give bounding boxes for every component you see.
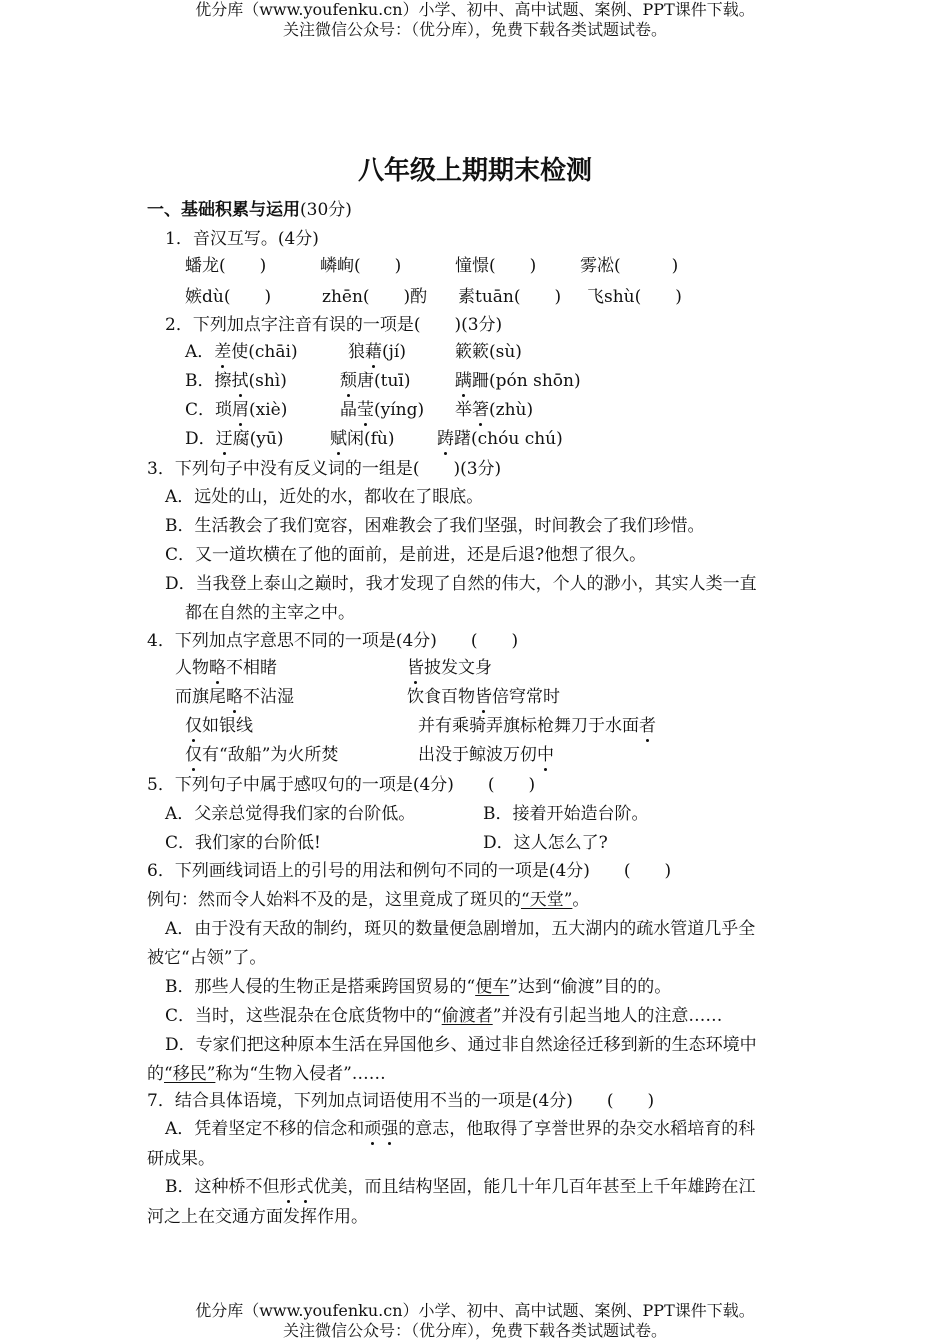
q7-option-a-cont: 研成果。: [147, 1149, 215, 1169]
q1-item: zhēn( )酌: [322, 287, 428, 307]
q4-item-b2: 饮食百物皆倍穹常时: [407, 687, 560, 707]
page-title: 八年级上期期末检测: [357, 156, 592, 186]
q6-option-c: C．当时，这些混杂在仓底货物中的“偷渡者”并没有引起当地人的注意……: [165, 1006, 723, 1026]
q2-option-d-word2: 赋闲(fù): [330, 429, 395, 449]
header-line-1: 优分库（www.youfenku.cn）小学、初中、高中试题、案例、PPT课件下载。: [195, 0, 755, 19]
footer-line-1: 优分库（www.youfenku.cn）小学、初中、高中试题、案例、PPT课件下载。: [195, 1301, 755, 1320]
q5-option-c: C．我们家的台阶低!: [165, 833, 321, 853]
q5-option-d: D．这人怎么了?: [483, 833, 608, 853]
q7-option-b: B．这种桥不但形式优美，而且结构坚固，能几十年几百年甚至上千年雄跨在江: [165, 1177, 756, 1197]
q1-item: 蟠龙( ): [185, 256, 267, 276]
header-line-2: 关注微信公众号：（优分库），免费下载各类试题试卷。: [282, 20, 667, 39]
q3-option-d-cont: 都在自然的主宰之中。: [185, 603, 355, 623]
q1-item: 飞shù( ): [587, 287, 682, 307]
q2-option-d: D．迂腐(yū): [185, 429, 284, 449]
q4-item-c2: 仅有“敌船”为火所焚: [185, 745, 339, 765]
q4-item-d1: 并有乘骑弄旗标枪舞刀于水面者: [418, 716, 656, 736]
q1-item: 素tuān( ): [458, 287, 562, 307]
q2-option-c: C．琐屑(xiè): [185, 400, 288, 420]
q4-item-c1: 仅如银线: [185, 716, 253, 736]
q2-option-b: B．擦拭(shì): [185, 371, 287, 391]
q5-option-b: B．接着开始造台阶。: [483, 804, 649, 824]
question-3-stem: 3．下列句子中没有反义词的一组是( )(3分): [147, 459, 502, 479]
footer-line-2: 关注微信公众号：（优分库），免费下载各类试题试卷。: [282, 1321, 667, 1340]
q6-option-d: D．专家们把这种原本生活在异国他乡、通过非自然途径迁移到新的生态环境中: [165, 1035, 757, 1055]
q4-item-d2: 出没于鲸波万仞中: [418, 745, 554, 765]
question-4-stem: 4．下列加点字意思不同的一项是(4分) ( ): [147, 631, 519, 651]
q2-option-d-word3: 踌躇(chóu chú): [437, 429, 563, 449]
question-6-stem: 6．下列画线词语上的引号的用法和例句不同的一项是(4分) ( ): [147, 861, 672, 881]
section-heading: 一、基础积累与运用(30分): [147, 200, 352, 220]
q1-item: 嫉dù( ): [185, 287, 272, 307]
q3-option-c: C．又一道坎横在了他的面前，是前进，还是后退?他想了很久。: [165, 545, 647, 565]
q4-item-a2: 而旗尾略不沾湿: [175, 687, 294, 707]
q4-item-b1: 皆披发文身: [407, 658, 492, 678]
question-5-stem: 5．下列句子中属于感叹句的一项是(4分) ( ): [147, 775, 536, 795]
q2-option-a-word2: 狼藉(jí): [348, 342, 406, 362]
q6-option-a-cont: 被它“占领”了。: [147, 948, 267, 968]
q2-option-c-word2: 晶莹(yíng): [340, 400, 425, 420]
q1-item: 憧憬( ): [455, 256, 537, 276]
q7-option-b-cont: 河之上在交通方面发挥作用。: [147, 1207, 368, 1227]
q6-option-a: A．由于没有天敌的制约，斑贝的数量便急剧增加，五大湖内的疏水管道几乎全: [165, 919, 756, 939]
q2-option-a: A．差使(chāi): [185, 342, 298, 362]
q2-option-b-word2: 颓唐(tuī): [340, 371, 411, 391]
q3-option-a: A．远处的山，近处的水，都收在了眼底。: [165, 487, 484, 507]
q2-option-c-word3: 举箸(zhù): [455, 400, 534, 420]
q3-option-d: D．当我登上泰山之巅时，我才发现了自然的伟大，个人的渺小，其实人类一直: [165, 574, 757, 594]
q4-item-a1: 人物略不相睹: [175, 658, 277, 678]
q1-item: 雾凇( ): [580, 256, 679, 276]
question-2-stem: 2．下列加点字注音有误的一项是( )(3分): [165, 315, 503, 335]
q6-example: 例句：然而令人始料不及的是，这里竟成了斑贝的“天堂”。: [147, 890, 590, 910]
question-7-stem: 7．结合具体语境，下列加点词语使用不当的一项是(4分) ( ): [147, 1091, 655, 1111]
q3-option-b: B．生活教会了我们宽容，困难教会了我们坚强，时间教会了我们珍惜。: [165, 516, 705, 536]
q6-option-d-cont: 的“移民”称为“生物入侵者”……: [147, 1064, 386, 1084]
q6-option-b: B．那些人侵的生物正是搭乘跨国贸易的“便车”达到“偷渡”目的的。: [165, 977, 672, 997]
q2-option-a-word3: 簌簌(sù): [455, 342, 522, 362]
q2-option-b-word3: 蹒跚(pón shōn): [455, 371, 581, 391]
question-1-stem: 1．音汉互写。(4分): [165, 229, 319, 249]
q5-option-a: A．父亲总觉得我们家的台阶低。: [165, 804, 416, 824]
q7-option-a: A．凭着坚定不移的信念和顽强的意志，他取得了享誉世界的杂交水稻培育的科: [165, 1119, 756, 1139]
q1-item: 嶙峋( ): [320, 256, 402, 276]
